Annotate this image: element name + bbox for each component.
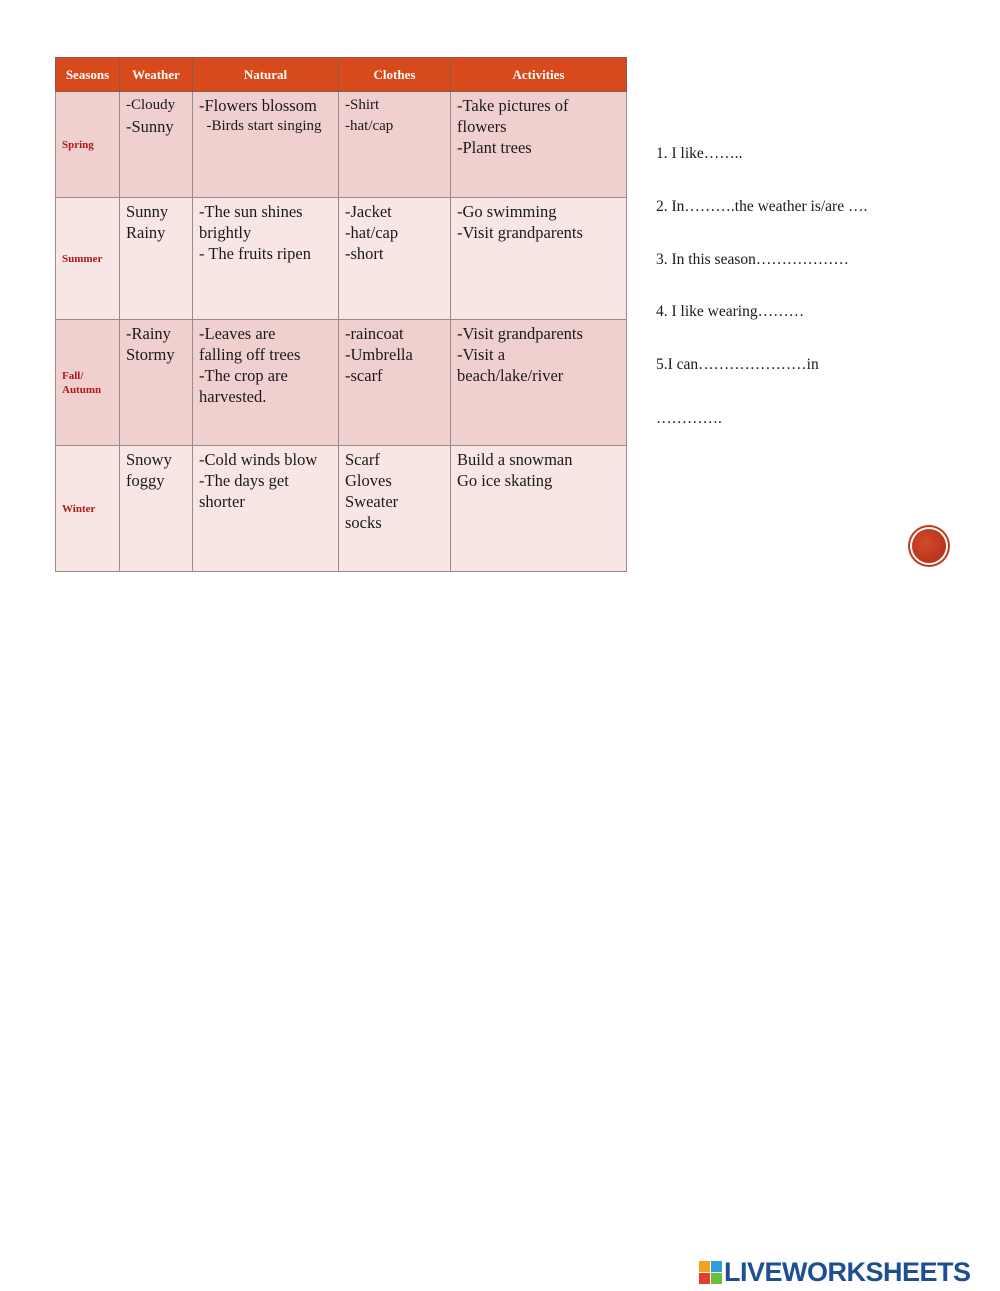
liveworksheets-logo-icon bbox=[699, 1261, 722, 1284]
header-clothes: Clothes bbox=[339, 58, 451, 92]
clothes-line: Gloves bbox=[345, 471, 392, 490]
natural-line: -Cold winds blow bbox=[199, 450, 318, 469]
natural-cell bbox=[193, 446, 339, 572]
weather-line: Rainy bbox=[126, 223, 166, 242]
clothes-line: -short bbox=[345, 244, 384, 263]
natural-line: -Flowers blossom bbox=[199, 96, 317, 115]
season-cell: Spring bbox=[56, 92, 120, 198]
table-row-fall bbox=[56, 320, 627, 446]
natural-cell bbox=[193, 92, 339, 198]
weather-line: -Cloudy bbox=[126, 97, 176, 113]
activities-line: Build a snowman bbox=[457, 450, 573, 469]
natural-line: -The days get bbox=[199, 471, 289, 490]
season-cell: Winter bbox=[56, 446, 120, 572]
weather-cell bbox=[120, 320, 193, 446]
question-4: 4. I like wearing……… bbox=[656, 303, 805, 320]
weather-line: Sunny bbox=[126, 202, 169, 221]
clothes-line: -hat/cap bbox=[345, 223, 399, 242]
liveworksheets-logo bbox=[699, 1258, 971, 1286]
seasons-table bbox=[55, 57, 627, 572]
activities-line: -Visit grandparents bbox=[457, 223, 583, 242]
weather-line: foggy bbox=[126, 471, 165, 490]
clothes-cell bbox=[339, 92, 451, 198]
activities-line: -Visit grandparents bbox=[457, 324, 583, 343]
question-5: 5.I can…………………in bbox=[656, 356, 819, 373]
clothes-line: -Jacket bbox=[345, 202, 392, 221]
activities-cell bbox=[451, 198, 627, 320]
activities-line: Go ice skating bbox=[457, 471, 553, 490]
weather-line: -Sunny bbox=[126, 117, 174, 136]
table-row-winter bbox=[56, 446, 627, 572]
clothes-cell bbox=[339, 198, 451, 320]
activities-cell bbox=[451, 320, 627, 446]
clothes-line: -scarf bbox=[345, 366, 383, 385]
question-3: 3. In this season……………… bbox=[656, 251, 849, 268]
header-natural: Natural bbox=[193, 58, 339, 92]
natural-cell bbox=[193, 320, 339, 446]
activities-line: -Visit a bbox=[457, 345, 506, 364]
natural-line: -The sun shines bbox=[199, 202, 303, 221]
header-seasons: Seasons bbox=[56, 58, 120, 92]
activities-line: beach/lake/river bbox=[457, 366, 564, 385]
question-1: 1. I like…….. bbox=[656, 145, 743, 162]
table-row-summer bbox=[56, 198, 627, 320]
weather-line: Snowy bbox=[126, 450, 172, 469]
clothes-line: socks bbox=[345, 513, 382, 532]
season-cell: Summer bbox=[56, 198, 120, 320]
natural-line: -Birds start singing bbox=[199, 118, 322, 134]
weather-cell bbox=[120, 92, 193, 198]
weather-line: Stormy bbox=[126, 345, 175, 364]
weather-cell bbox=[120, 446, 193, 572]
clothes-line: -Umbrella bbox=[345, 345, 413, 364]
clothes-line: Scarf bbox=[345, 450, 380, 469]
activities-cell bbox=[451, 446, 627, 572]
clothes-cell bbox=[339, 446, 451, 572]
activities-line: -Go swimming bbox=[457, 202, 557, 221]
activities-line: flowers bbox=[457, 117, 507, 136]
weather-line: -Rainy bbox=[126, 324, 171, 343]
clothes-line: -Shirt bbox=[345, 97, 380, 113]
clothes-line: -hat/cap bbox=[345, 118, 394, 134]
natural-cell bbox=[193, 198, 339, 320]
table-row-spring bbox=[56, 92, 627, 198]
red-seal-icon bbox=[912, 529, 946, 563]
natural-line: brightly bbox=[199, 223, 252, 242]
natural-line: - The fruits ripen bbox=[199, 244, 311, 263]
activities-line: -Plant trees bbox=[457, 138, 532, 157]
activities-line: -Take pictures of bbox=[457, 96, 569, 115]
clothes-cell bbox=[339, 320, 451, 446]
natural-line: shorter bbox=[199, 492, 245, 511]
header-activities: Activities bbox=[451, 58, 627, 92]
natural-line: -The crop are bbox=[199, 366, 288, 385]
question-5-continuation: …………. bbox=[656, 410, 722, 427]
natural-line: harvested. bbox=[199, 387, 267, 406]
logo-text: LIVEWORKSHEETS bbox=[724, 1256, 971, 1287]
header-weather: Weather bbox=[120, 58, 193, 92]
clothes-line: Sweater bbox=[345, 492, 399, 511]
season-cell: Fall/ Autumn bbox=[56, 320, 120, 446]
clothes-line: -raincoat bbox=[345, 324, 404, 343]
weather-cell bbox=[120, 198, 193, 320]
natural-line: -Leaves are bbox=[199, 324, 276, 343]
question-2: 2. In……….the weather is/are …. bbox=[656, 198, 868, 215]
table-header-row bbox=[56, 58, 627, 92]
activities-cell bbox=[451, 92, 627, 198]
natural-line: falling off trees bbox=[199, 345, 301, 364]
